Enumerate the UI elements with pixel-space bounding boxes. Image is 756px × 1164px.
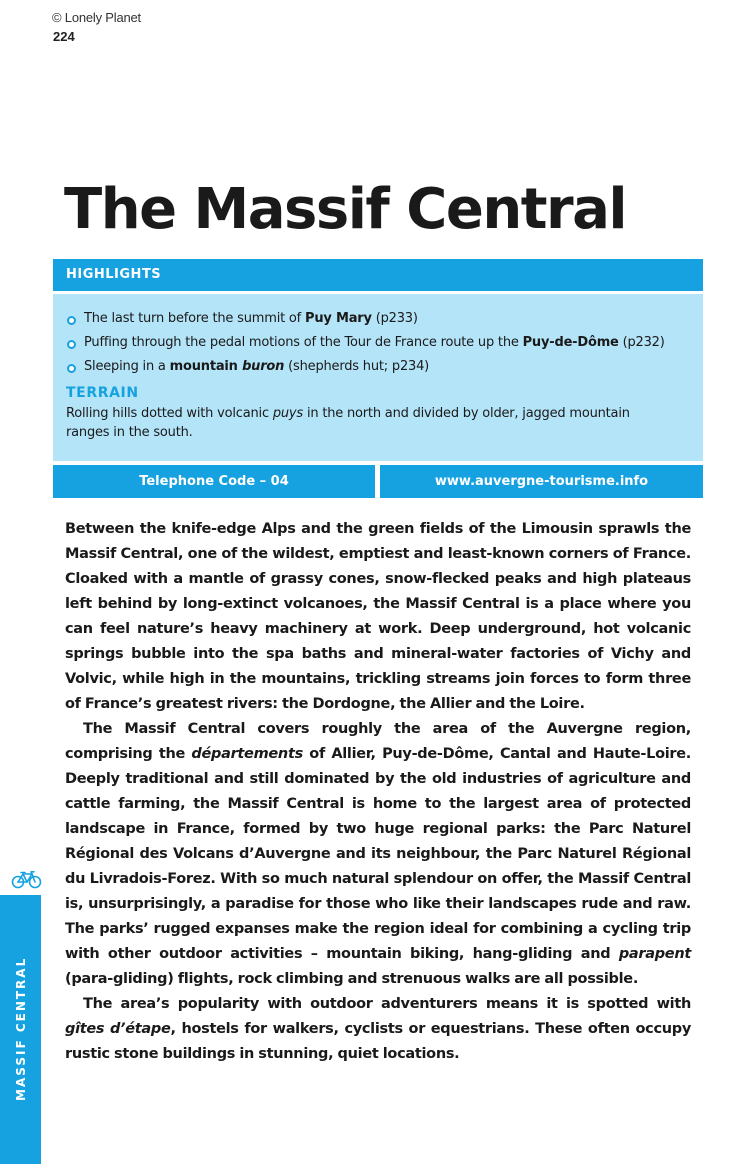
highlight-item	[66, 307, 690, 331]
intro-text	[65, 517, 691, 1067]
highlight-place: Puy-de-Dôme	[522, 335, 619, 350]
highlight-text: The last turn before the summit of	[84, 311, 305, 326]
intro-paragraph: The area’s popularity with outdoor adventurers means it is spotted with gîtes d’étape, hostels for walkers, cyclists or equestrians. These often occupy rustic stone buildings in stunning, quiet locations.	[65, 996, 692, 1062]
highlight-place: Puy Mary	[305, 311, 372, 326]
highlight-place-italic: buron	[242, 359, 285, 374]
highlight-ref: (p233)	[371, 311, 418, 326]
bullet-icon	[67, 316, 76, 325]
terrain-heading: TERRAIN	[66, 385, 139, 401]
highlight-item	[66, 331, 690, 355]
highlight-item	[66, 355, 690, 379]
copyright-notice: © Lonely Planet	[52, 10, 141, 25]
website-link[interactable]: www.auvergne-tourisme.info	[380, 465, 703, 498]
intro-paragraph: Between the knife-edge Alps and the green fields of the Limousin sprawls the Massif Central, one of the wildest, emptiest and least-known corners of France. Cloaked with a mantle of grassy cones, snow-flecked peaks and high plateaus left behind by long-extinct volcanoes, the Massif Central is a place where you can feel nature’s heavy machinery at work. Deep underground, hot volcanic springs bubble into the spa baths and mineral-water factories of Vichy and Volvic, while high in the mountains, trickling streams join forces to form three of France’s greatest rivers: the Dordogne, the Allier and the Loire.	[65, 521, 691, 712]
bullet-icon	[67, 340, 76, 349]
highlight-text: Puffing through the pedal motions of the Tour de France route up the	[84, 335, 523, 350]
bicycle-icon	[11, 871, 42, 889]
telephone-code: Telephone Code – 04	[53, 465, 375, 498]
highlights-heading: HIGHLIGHTS	[53, 259, 703, 291]
highlight-place: mountain	[169, 359, 243, 374]
bullet-icon	[67, 364, 76, 373]
chapter-side-label: MASSIF CENTRAL	[14, 956, 28, 1101]
chapter-title: The Massif Central	[64, 177, 627, 242]
page-number: 224	[53, 29, 75, 44]
terrain-description: Rolling hills dotted with volcanic puys in the north and divided by older, jagged mountain ranges in the south.	[66, 406, 630, 440]
highlights-list	[66, 307, 690, 379]
highlights-box	[53, 294, 703, 461]
highlight-text: Sleeping in a	[84, 359, 170, 374]
highlight-ref: (shepherds hut; p234)	[284, 359, 430, 374]
highlight-ref: (p232)	[618, 335, 665, 350]
intro-paragraph: The Massif Central covers roughly the area of the Auvergne region, comprising the départements of Allier, Puy-de-Dôme, Cantal and Haute-Loire. Deeply traditional and still dominated by the old industries of agriculture and cattle farming, the Massif Central is home to the largest area of protected landscape in France, formed by two huge regional parks: the Parc Naturel Régional des Volcans d’Auvergne and its neighbour, the Parc Naturel Régional du Livradois-Forez. With so much natural splendour on offer, the Massif Central is, unsurprisingly, a paradise for those who like their landscapes rude and raw. The parks’ rugged expanses make the region ideal for combining a cycling trip with other outdoor activities – mountain biking, hang-gliding and parapent (para-gliding) flights, rock climbing and strenuous walks are all possible.	[65, 721, 691, 987]
